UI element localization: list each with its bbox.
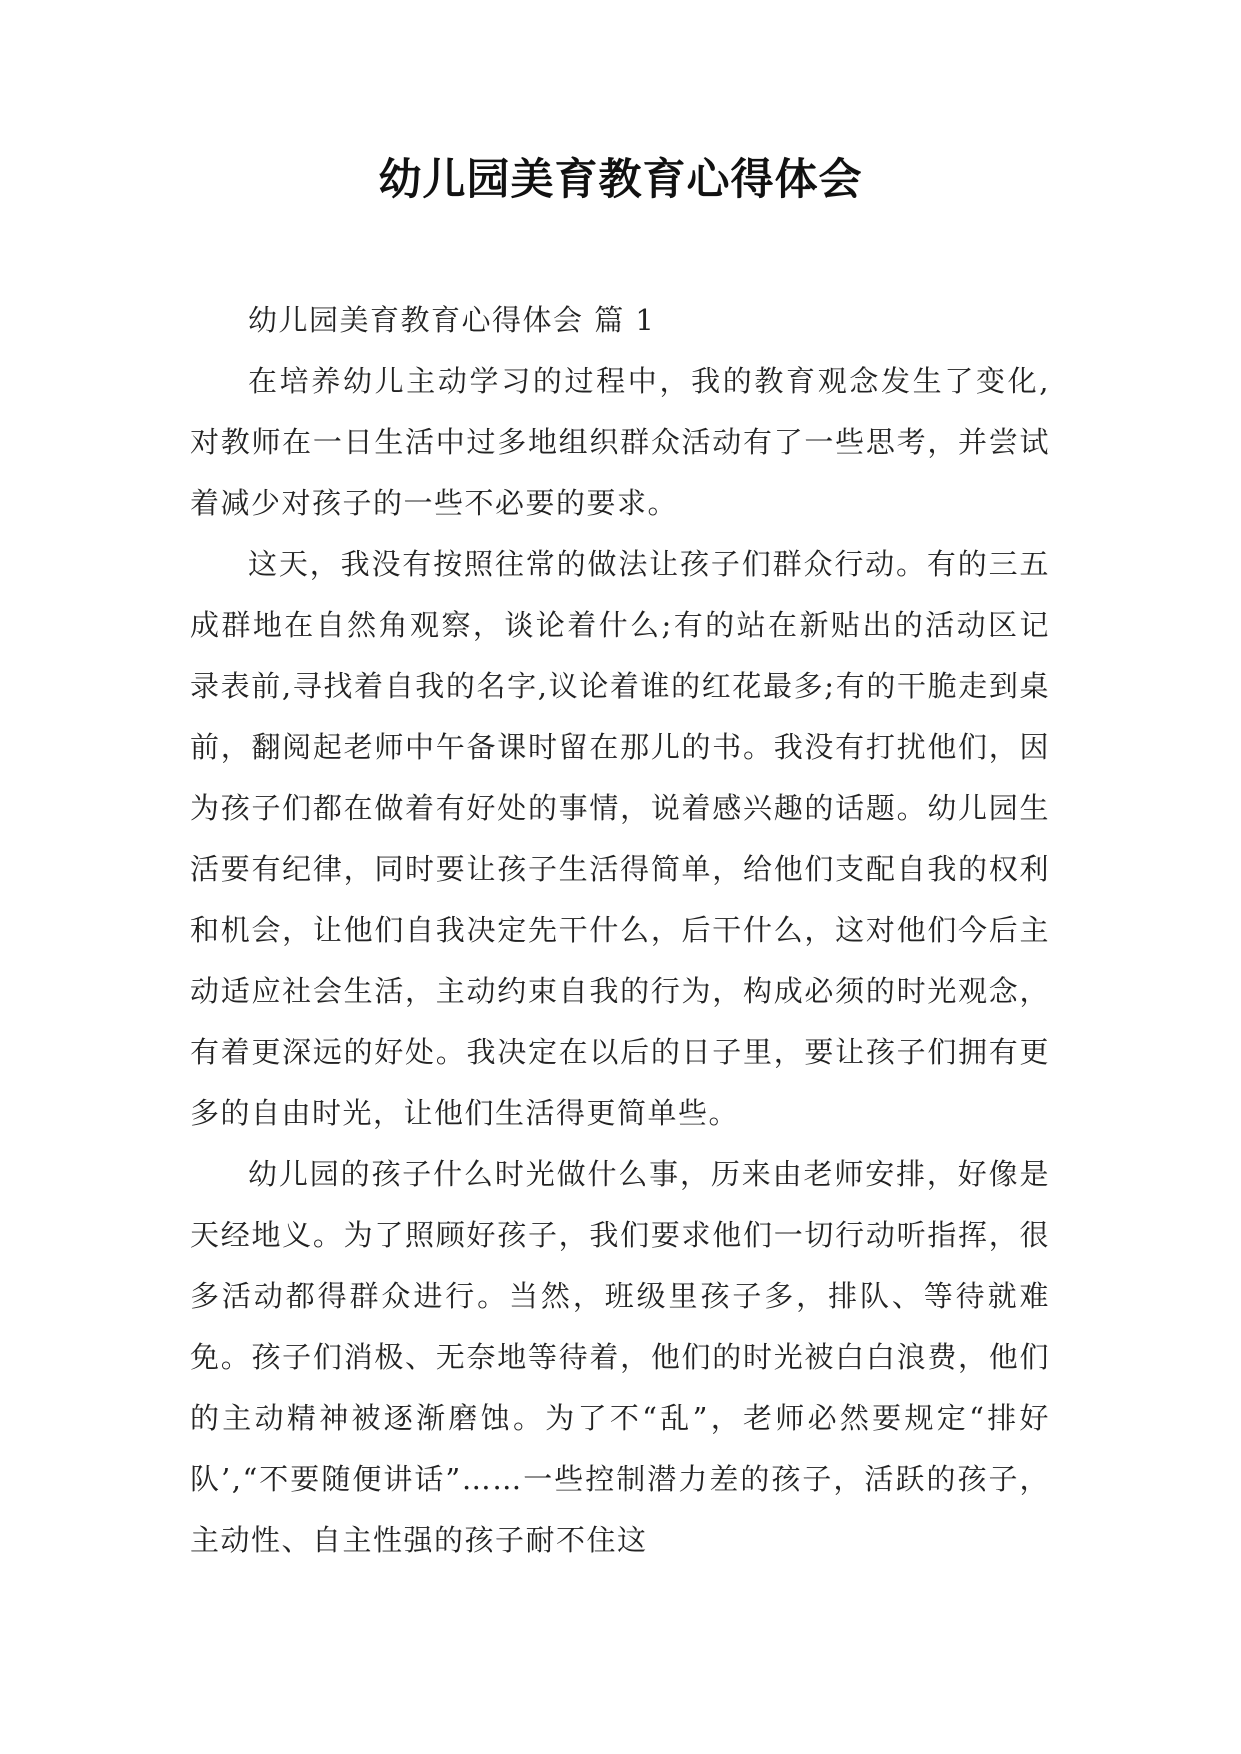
- document-body: [190, 290, 1050, 1571]
- paragraph: 这天，我没有按照往常的做法让孩子们群众行动。有的三五成群地在自然角观察，谈论着什么;有的站在新贴出的活动区记录表前,寻找着自我的名字,议论着谁的红花最多;有的干脆走到桌前，翻阅起老师中午备课时留在那儿的书。我没有打扰他们，因为孩子们都在做着有好处的事情，说着感兴趣的话题。幼儿园生活要有纪律，同时要让孩子生活得简单，给他们支配自我的权利和机会，让他们自我决定先干什么，后干什么，这对他们今后主动适应社会生活，主动约束自我的行为，构成必须的时光观念，有着更深远的好处。我决定在以后的日子里，要让孩子们拥有更多的自由时光，让他们生活得更简单些。: [190, 547, 1050, 1130]
- paragraph: 幼儿园的孩子什么时光做什么事，历来由老师安排，好像是天经地义。为了照顾好孩子，我们要求他们一切行动听指挥，很多活动都得群众进行。当然，班级里孩子多，排队、等待就难免。孩子们消极、无奈地等待着，他们的时光被白白浪费，他们的主动精神被逐渐磨蚀。为了不“乱”，老师必然要规定“排好队’,“不要随便讲话”……一些控制潜力差的孩子，活跃的孩子，主动性、自主性强的孩子耐不住这: [190, 1157, 1050, 1557]
- paragraph: 在培养幼儿主动学习的过程中，我的教育观念发生了变化,对教师在一日生活中过多地组织群众活动有了一些思考，并尝试着减少对孩子的一些不必要的要求。: [190, 364, 1050, 520]
- section-heading: 幼儿园美育教育心得体会 篇 1: [248, 303, 656, 337]
- document-title: 幼儿园美育教育心得体会: [378, 155, 863, 205]
